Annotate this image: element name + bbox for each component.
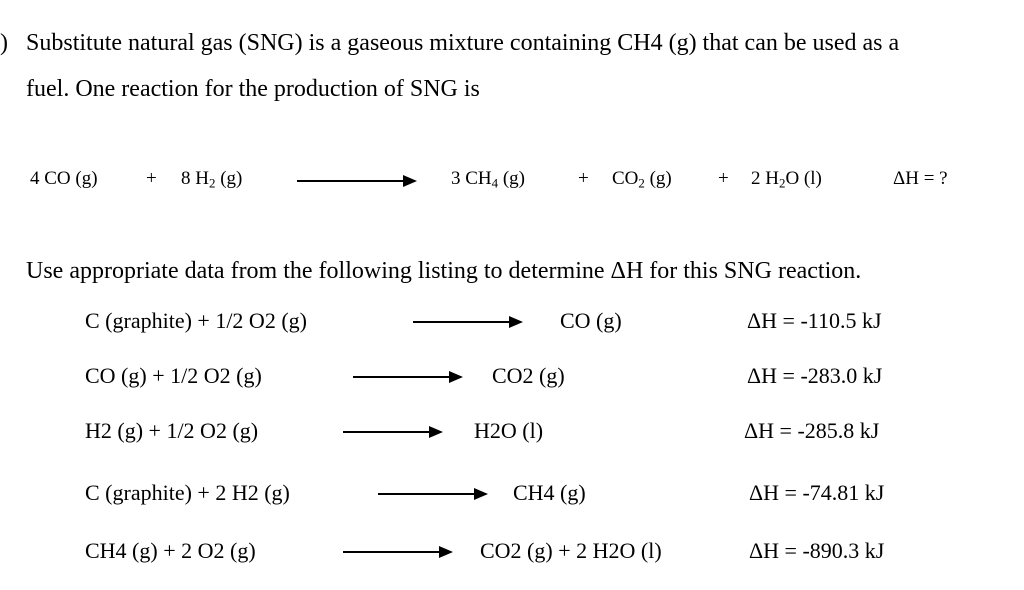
target-plus-3: +: [718, 168, 729, 189]
intro-line-2: fuel. One reaction for the production of SNG is: [26, 76, 480, 102]
data-reaction-arrow: [343, 551, 451, 553]
target-product-1: 3 $CH_4$ (g): [451, 168, 526, 191]
target-product-3: 2 $H_2O$ (l): [751, 168, 822, 191]
question-marker: ): [0, 30, 8, 56]
target-reactant-1: 4 CO (g): [30, 168, 98, 189]
target-delta-h: ΔH = ?: [893, 168, 948, 189]
data-reaction-products: CO (g): [560, 308, 622, 333]
data-reaction-delta-h: ΔH = -285.8 kJ: [744, 418, 880, 443]
data-reaction-delta-h: ΔH = -110.5 kJ: [747, 308, 882, 333]
data-reaction-delta-h: ΔH = -890.3 kJ: [749, 538, 885, 563]
target-plus-2: +: [578, 168, 589, 189]
data-reaction-arrow: [378, 493, 486, 495]
target-product-2: $CO_2$ (g): [612, 168, 672, 191]
data-reaction-arrow: [353, 376, 461, 378]
data-reaction-products: CO2 (g) + 2 H2O (l): [480, 538, 662, 563]
data-reaction-products: CO2 (g): [492, 363, 565, 388]
intro-line-1: Substitute natural gas (SNG) is a gaseous mixture containing CH4 (g) that can be used as a: [26, 30, 900, 56]
data-reaction-reactants: CH4 (g) + 2 O2 (g): [85, 538, 256, 563]
data-reaction-reactants: C (graphite) + 1/2 O2 (g): [85, 308, 307, 333]
data-reaction-products: CH4 (g): [513, 480, 586, 505]
data-reaction-delta-h: ΔH = -283.0 kJ: [747, 363, 883, 388]
data-reaction-delta-h: ΔH = -74.81 kJ: [749, 480, 885, 505]
data-reaction-reactants: H2 (g) + 1/2 O2 (g): [85, 418, 259, 443]
target-plus-1: +: [146, 168, 157, 189]
data-reaction-reactants: C (graphite) + 2 H2 (g): [85, 480, 290, 505]
data-reaction-reactants: CO (g) + 1/2 O2 (g): [85, 363, 262, 388]
data-reaction-arrow: [343, 431, 441, 433]
data-reaction-arrow: [413, 321, 521, 323]
instruction-line: Use appropriate data from the following listing to determine ΔH for this SNG reaction.: [26, 258, 862, 284]
target-reaction-arrow: [297, 180, 415, 182]
target-reactant-2: 8 $H_2$ (g): [181, 168, 243, 191]
data-reaction-products: H2O (l): [474, 418, 544, 443]
